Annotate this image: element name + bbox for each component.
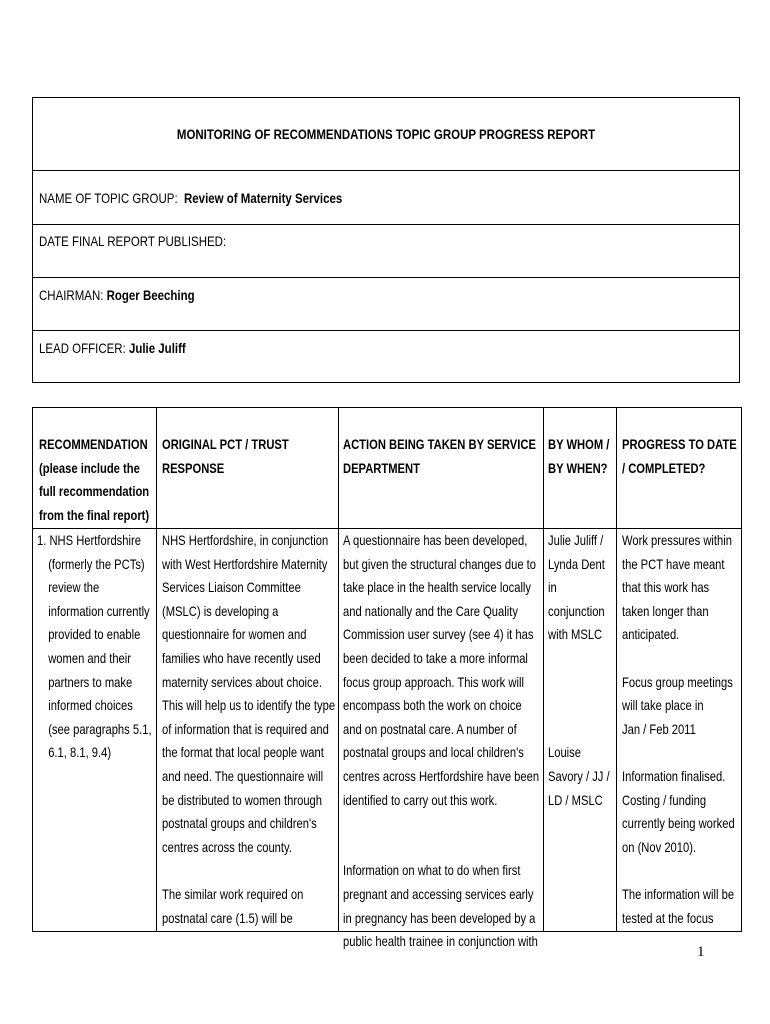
- text-line: ACTION BEING TAKEN BY SERVICE: [343, 436, 536, 452]
- text-line: [343, 836, 539, 860]
- text-line: [548, 647, 610, 671]
- text-line: pregnant and accessing services early: [343, 885, 534, 902]
- text-line: that this work has: [622, 579, 710, 596]
- text-line: This will help us to identify the type: [162, 697, 336, 714]
- text-line: the PCT have meant: [622, 555, 725, 572]
- text-line: Information on what to do when first: [343, 862, 521, 879]
- text-line: but given the structural changes due to: [343, 555, 537, 572]
- text-line: Work pressures within: [622, 532, 732, 548]
- text-line: RECOMMENDATION: [39, 436, 148, 452]
- text-line: and on postnatal care. A number of: [343, 720, 517, 737]
- text-line: [548, 671, 610, 695]
- text-line: BY WHEN?: [548, 459, 608, 476]
- text-line: full recommendation: [39, 483, 150, 500]
- text-line: on (Nov 2010).: [622, 838, 697, 855]
- text-line: been decided to take a more informal: [343, 649, 528, 666]
- text-line: conjunction: [548, 602, 605, 619]
- text-line: currently being worked: [622, 815, 735, 832]
- text-line: from the final report): [39, 506, 150, 523]
- text-line: The similar work required on: [162, 885, 304, 902]
- header-progress: [622, 433, 765, 480]
- text-line: NHS Hertfordshire, in conjunction: [162, 532, 329, 548]
- chairman-value: Roger Beeching: [106, 287, 195, 303]
- text-line: RESPONSE: [162, 459, 225, 476]
- text-line: Jan / Feb 2011: [622, 720, 696, 737]
- recommendations-table: [32, 407, 742, 950]
- text-line: PROGRESS TO DATE: [622, 436, 737, 452]
- text-line: take place in the health service locally: [343, 579, 532, 596]
- text-line: review the: [48, 579, 100, 596]
- header-original-response: [162, 433, 320, 480]
- text-line: [162, 859, 335, 883]
- text-line: / COMPLETED?: [622, 459, 706, 476]
- text-line: public health trainee in conjunction with: [343, 933, 538, 950]
- topic-group-value: Review of Maternity Services: [184, 190, 343, 206]
- text-line: [548, 718, 610, 742]
- date-published-row: [33, 224, 739, 277]
- text-line: partners to make: [48, 673, 133, 690]
- text-line: (MSLC) is developing a: [162, 602, 279, 619]
- text-line: Information finalised.: [622, 767, 726, 784]
- text-line: [548, 694, 610, 718]
- chairman-row: [33, 277, 739, 330]
- text-line: and need. The questionnaire will: [162, 767, 324, 784]
- lead-officer-value: Julie Juliff: [128, 340, 186, 356]
- text-line: LD / MSLC: [548, 791, 603, 808]
- text-line: centres across Hertfordshire have been: [343, 767, 540, 784]
- text-line: with MSLC: [548, 626, 603, 643]
- text-line: families who have recently used: [162, 649, 321, 666]
- text-line: postnatal groups and children's: [162, 815, 317, 832]
- text-line: be distributed to women through: [162, 791, 323, 808]
- text-line: will take place in: [622, 697, 704, 714]
- text-line: DEPARTMENT: [343, 459, 420, 476]
- text-line: [622, 741, 735, 765]
- text-line: ORIGINAL PCT / TRUST: [162, 436, 289, 452]
- text-line: A questionnaire has been developed,: [343, 532, 528, 548]
- text-line: and nationally and the Care Quality: [343, 602, 518, 619]
- chairman-label: CHAIRMAN:: [39, 287, 104, 303]
- text-line: Costing / funding: [622, 791, 707, 808]
- cell-progress: [622, 529, 763, 930]
- text-line: Commission user survey (see 4) it has: [343, 626, 534, 643]
- text-line: postnatal groups and local children's: [343, 744, 524, 761]
- text-line: focus group approach. This work will: [343, 673, 524, 690]
- text-line: encompass both the work on choice: [343, 697, 522, 714]
- text-line: 6.1, 8.1, 9.4): [48, 744, 112, 761]
- date-published-label: DATE FINAL REPORT PUBLISHED:: [39, 233, 227, 249]
- text-line: (see paragraphs 5.1,: [48, 720, 152, 737]
- text-line: postnatal care (1.5) will be: [162, 909, 293, 926]
- text-line: in: [548, 579, 557, 596]
- report-title: MONITORING OF RECOMMENDATIONS TOPIC GROUP PROGRESS REPORT: [176, 126, 596, 142]
- text-line: (please include the: [39, 459, 140, 476]
- page-number: 1: [697, 944, 705, 960]
- lead-officer-row: [33, 330, 739, 383]
- text-line: provided to enable: [48, 626, 141, 643]
- text-line: of information that is required and: [162, 720, 329, 737]
- text-line: Savory / JJ /: [548, 767, 610, 784]
- text-line: [622, 859, 735, 883]
- report-header-box: [32, 97, 740, 383]
- text-line: anticipated.: [622, 626, 680, 643]
- lead-officer-label: LEAD OFFICER:: [39, 340, 126, 356]
- header-recommendation: [39, 433, 177, 527]
- topic-group-row: [33, 170, 739, 224]
- text-line: centres across the county.: [162, 838, 292, 855]
- text-line: tested at the focus: [622, 909, 714, 926]
- text-line: identified to carry out this work.: [343, 791, 498, 808]
- text-line: (formerly the PCTs): [48, 555, 145, 572]
- text-line: information currently: [48, 602, 150, 619]
- text-line: in pregnancy has been developed by a: [343, 909, 536, 926]
- text-line: Lynda Dent: [548, 555, 605, 572]
- text-line: BY WHOM /: [548, 436, 610, 452]
- text-line: 1. NHS Hertfordshire: [37, 532, 141, 548]
- header-by-whom: [548, 433, 625, 480]
- text-line: Services Liaison Committee: [162, 579, 301, 596]
- text-line: taken longer than: [622, 602, 709, 619]
- cell-by-whom: [548, 529, 625, 812]
- text-line: with West Hertfordshire Maternity: [162, 555, 328, 572]
- text-line: [343, 812, 539, 836]
- text-line: informed choices: [48, 697, 133, 714]
- text-line: [622, 647, 735, 671]
- topic-group-label: NAME OF TOPIC GROUP:: [39, 190, 178, 206]
- text-line: the format that local people want: [162, 744, 324, 761]
- text-line: The information will be: [622, 885, 735, 902]
- text-line: Louise: [548, 744, 582, 761]
- text-line: women and their: [48, 649, 132, 666]
- text-line: Focus group meetings: [622, 673, 733, 690]
- text-line: maternity services about choice.: [162, 673, 322, 690]
- text-line: questionnaire for women and: [162, 626, 307, 643]
- cell-recommendation: [37, 529, 180, 765]
- text-line: Julie Juliff /: [548, 532, 604, 548]
